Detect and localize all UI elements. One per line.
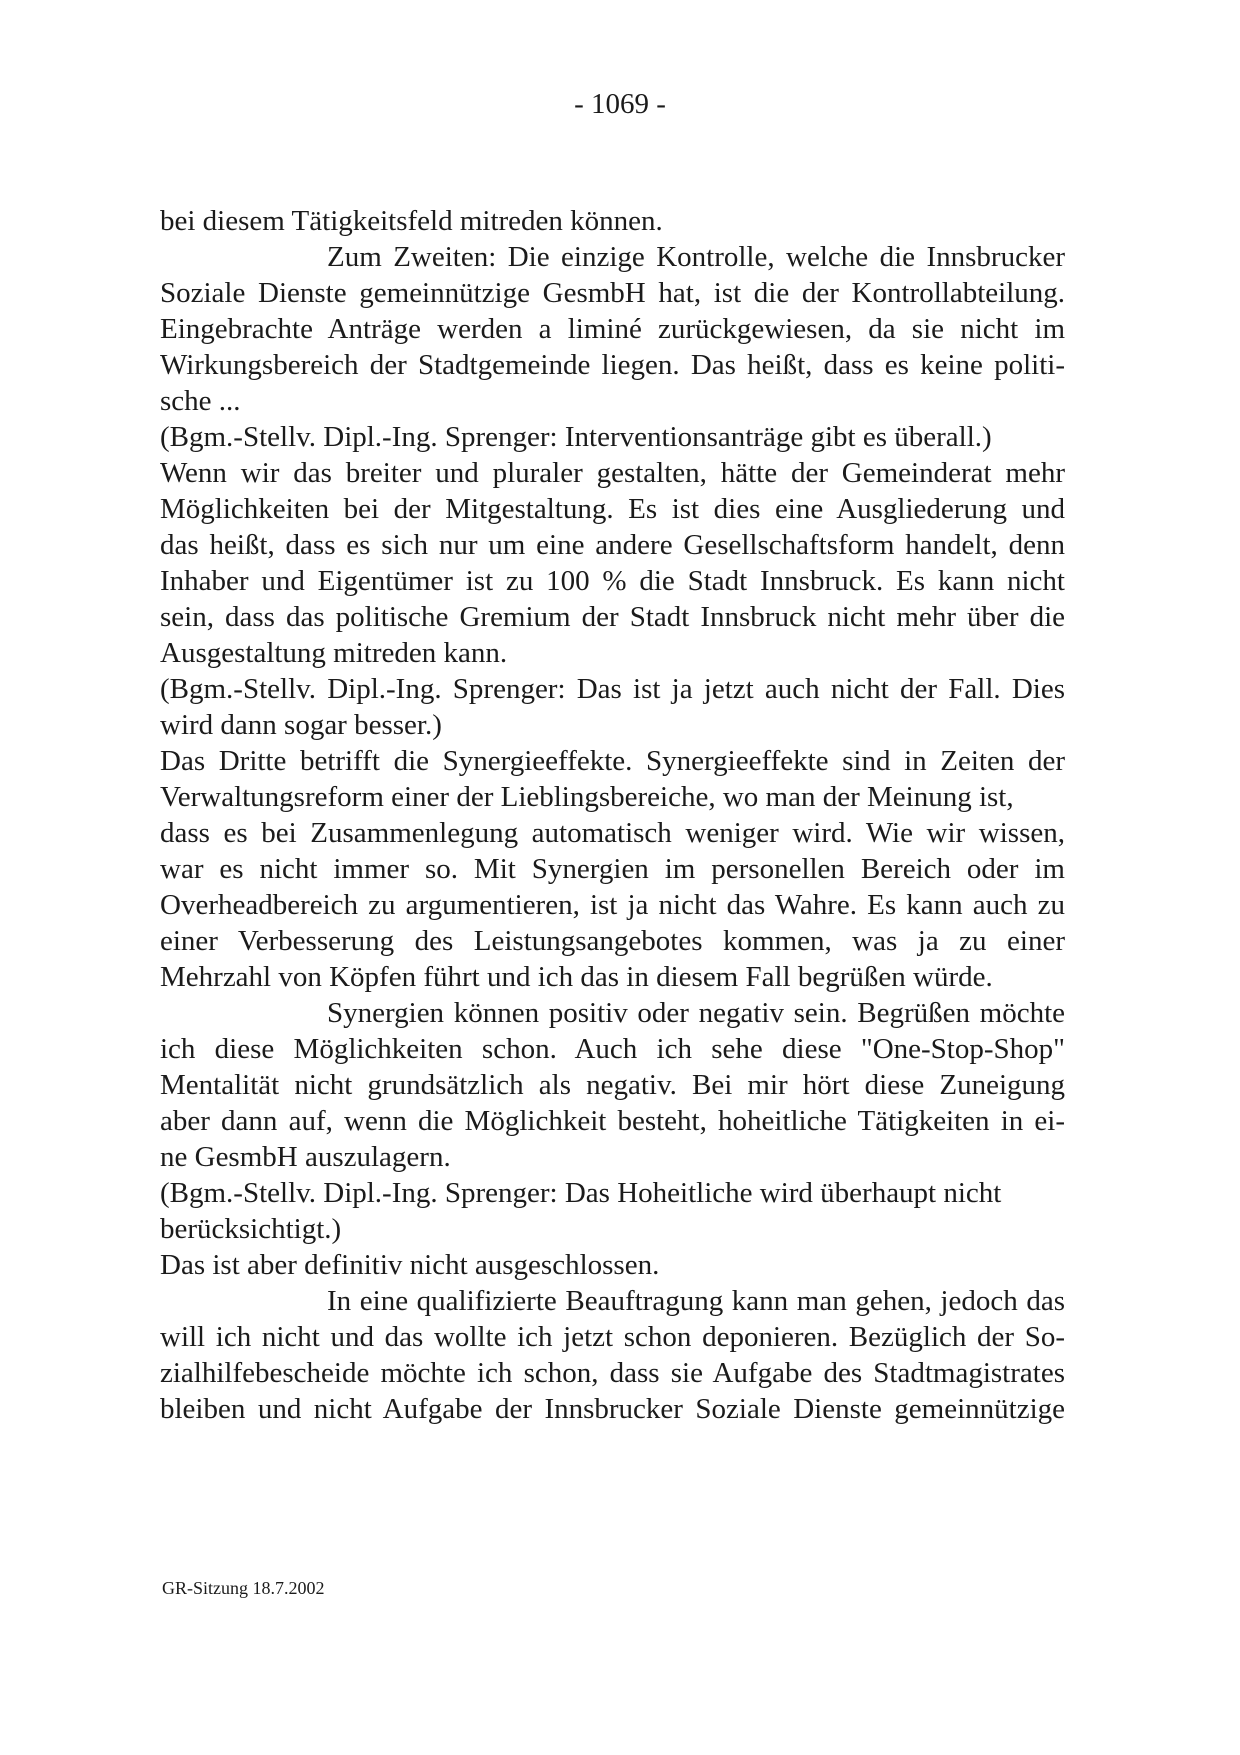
text-line: Overheadbereich zu argumentieren, ist ja nicht das Wahre. Es kann auch zu [160,889,1065,921]
text-line: Mentalität nicht grundsätzlich als negativ. Bei mir hört diese Zuneigung [160,1069,1065,1101]
speech-paragraph-continuation [160,203,1065,239]
speech-paragraph [160,239,1065,419]
speech-paragraph [160,455,1065,671]
text-line: dass es bei Zusammenlegung automatisch weniger wird. Wie wir wissen, [160,817,1065,849]
page-number: - 1069 - [574,88,666,120]
text-line: aber dann auf, wenn die Möglichkeit besteht, hoheitliche Tätigkeiten in ei- [160,1105,1065,1137]
text-line: (Bgm.-Stellv. Dipl.-Ing. Sprenger: Das ist ja jetzt auch nicht der Fall. Dies [160,673,1065,705]
text-line: will ich nicht und das wollte ich jetzt schon deponieren. Bezüglich der So- [160,1321,1065,1353]
text-line: Das Dritte betrifft die Synergieeffekte. Synergieeffekte sind in Zeiten der [160,745,1065,777]
text-line: einer Verbesserung des Leistungsangebotes kommen, was ja zu einer [160,925,1065,957]
text-line: sein, dass das politische Gremium der Stadt Innsbruck nicht mehr über die [160,601,1065,633]
page-body [160,203,1065,1427]
interjection [160,1175,1065,1247]
text-line: (Bgm.-Stellv. Dipl.-Ing. Sprenger: Das Hoheitliche wird überhaupt nicht [160,1177,1002,1209]
text-line: ich diese Möglichkeiten schon. Auch ich sehe diese "One-Stop-Shop" [160,1033,1065,1065]
text-line: das heißt, dass es sich nur um eine andere Gesellschaftsform handelt, denn [160,529,1065,561]
text-line: berücksichtigt.) [160,1213,342,1245]
speech-paragraph [160,995,1065,1175]
text-line: sche ... [160,385,241,417]
interjection [160,419,1065,455]
text-line: (Bgm.-Stellv. Dipl.-Ing. Sprenger: Interventionsanträge gibt es überall.) [160,421,992,453]
text-line: wird dann sogar besser.) [160,709,442,741]
text-line: Synergien können positiv oder negativ sein. Begrüßen möchte [327,997,1065,1029]
speech-paragraph [160,1283,1065,1427]
text-line: In eine qualifizierte Beauftragung kann man gehen, jedoch das [327,1285,1065,1317]
text-line: Das ist aber definitiv nicht ausgeschlossen. [160,1249,660,1281]
text-line: zialhilfebescheide möchte ich schon, dass sie Aufgabe des Stadtmagistrates [160,1357,1065,1389]
text-line: Soziale Dienste gemeinnützige GesmbH hat, ist die der Kontrollabteilung. [160,277,1065,309]
text-line: Ausgestaltung mitreden kann. [160,637,508,669]
text-line: Wenn wir das breiter und pluraler gestalten, hätte der Gemeinderat mehr [160,457,1065,489]
text-line: Mehrzahl von Köpfen führt und ich das in diesem Fall begrüßen würde. [160,961,993,993]
text-line: ne GesmbH auszulagern. [160,1141,451,1173]
text-line: Wirkungsbereich der Stadtgemeinde liegen. Das heißt, dass es keine politi- [160,349,1065,381]
text-line: war es nicht immer so. Mit Synergien im personellen Bereich oder im [160,853,1065,885]
text-line: Eingebrachte Anträge werden a liminé zurückgewiesen, da sie nicht im [160,313,1065,345]
text-line: bleiben und nicht Aufgabe der Innsbrucker Soziale Dienste gemeinnützige [160,1393,1065,1425]
text-line: Verwaltungsreform einer der Lieblingsbereiche, wo man der Meinung ist, [160,781,1014,813]
text-line: bei diesem Tätigkeitsfeld mitreden können. [160,205,663,237]
text-line: Zum Zweiten: Die einzige Kontrolle, welche die Innsbrucker [327,241,1065,273]
text-line: Möglichkeiten bei der Mitgestaltung. Es ist dies eine Ausgliederung und [160,493,1065,525]
text-line: Inhaber und Eigentümer ist zu 100 % die Stadt Innsbruck. Es kann nicht [160,565,1065,597]
speech-paragraph [160,1247,1065,1283]
interjection [160,671,1065,743]
page-footer: GR-Sitzung 18.7.2002 [162,1578,325,1598]
speech-paragraph [160,743,1065,995]
